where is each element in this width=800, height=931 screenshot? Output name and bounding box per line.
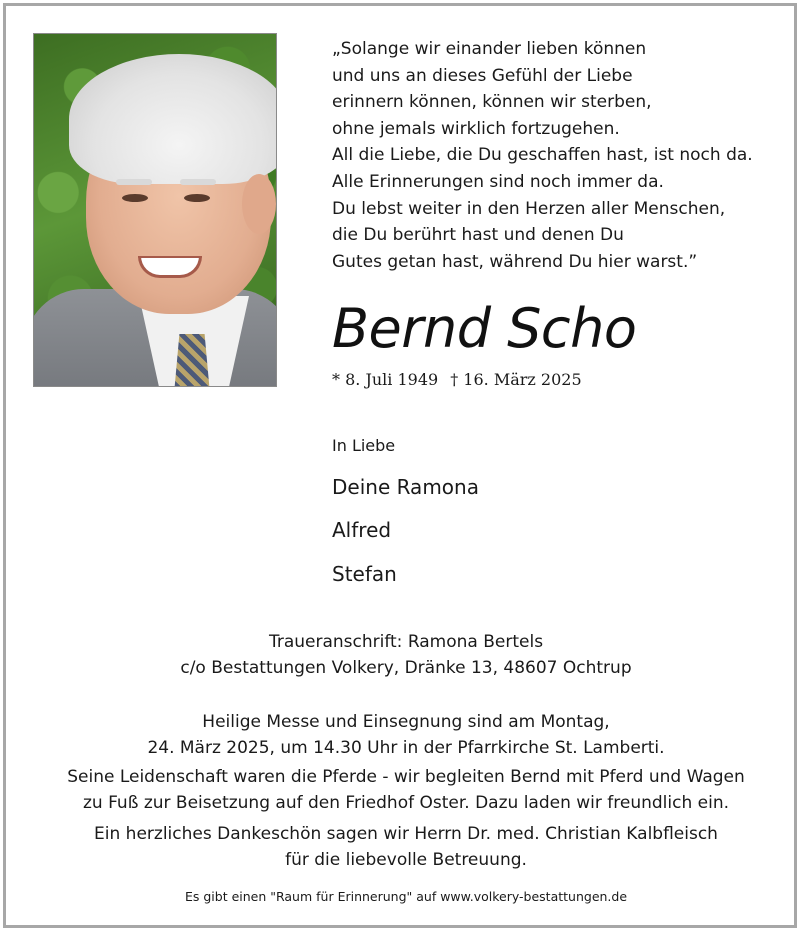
remembrance-link-note: Es gibt einen "Raum für Erinnerung" auf www.volkery-bestattungen.de xyxy=(184,889,628,904)
mourner-name: Stefan xyxy=(332,562,397,586)
procession-info xyxy=(12,765,800,816)
procession-line: Seine Leidenschaft waren die Pferde - wir begleiten Bernd mit Pferd und Wagen xyxy=(67,767,745,787)
quote-line: erinnern können, können wir sterben, xyxy=(332,92,652,113)
quote-line: ohne jemals wirklich fortzugehen. xyxy=(332,118,620,139)
portrait-eye-right xyxy=(184,194,210,202)
condolence-address xyxy=(12,630,800,681)
thanks-info xyxy=(12,822,800,873)
ceremony-info xyxy=(12,710,800,761)
address-line: c/o Bestattungen Volkery, Dränke 13, 48607 Ochtrup xyxy=(180,657,632,678)
mourner-name: Alfred xyxy=(332,518,392,542)
deceased-name: Bernd Scho xyxy=(332,297,637,360)
thanks-line: für die liebevolle Betreuung. xyxy=(285,849,527,870)
address-line: Traueranschrift: Ramona Bertels xyxy=(268,632,544,652)
mourner-name: Deine Ramona xyxy=(332,475,479,499)
quote-line: die Du berührt hast und denen Du xyxy=(332,225,624,246)
quote-line: Gutes getan hast, während Du hier warst.” xyxy=(332,251,698,272)
life-dates xyxy=(332,368,582,392)
memorial-quote xyxy=(332,36,782,275)
portrait-tie xyxy=(174,334,210,387)
portrait-hair xyxy=(69,54,277,184)
portrait-ear xyxy=(242,174,276,234)
portrait-brow-left xyxy=(116,179,152,185)
quote-line: Alle Erinnerungen sind noch immer da. xyxy=(332,171,664,192)
birth-date: * 8. Juli 1949 xyxy=(332,370,439,389)
procession-line: zu Fuß zur Beisetzung auf den Friedhof Oster. Dazu laden wir freundlich ein. xyxy=(82,792,730,813)
thanks-line: Ein herzliches Dankeschön sagen wir Herrn Dr. med. Christian Kalbfleisch xyxy=(94,824,718,844)
quote-line: und uns an dieses Gefühl der Liebe xyxy=(332,65,633,86)
mourners-intro: In Liebe xyxy=(332,436,396,455)
portrait-brow-right xyxy=(180,179,216,185)
quote-line: All die Liebe, die Du geschaffen hast, ist noch da. xyxy=(332,145,753,166)
death-date: † 16. März 2025 xyxy=(450,370,582,389)
portrait-eye-left xyxy=(122,194,148,202)
ceremony-line: 24. März 2025, um 14.30 Uhr in der Pfarrkirche St. Lamberti. xyxy=(147,737,665,758)
obituary-notice xyxy=(3,3,797,928)
ceremony-line: Heilige Messe und Einsegnung sind am Montag, xyxy=(202,712,610,732)
portrait-photo xyxy=(33,33,277,387)
quote-line: Du lebst weiter in den Herzen aller Menschen, xyxy=(332,198,726,219)
quote-line: „Solange wir einander lieben können xyxy=(332,39,647,59)
